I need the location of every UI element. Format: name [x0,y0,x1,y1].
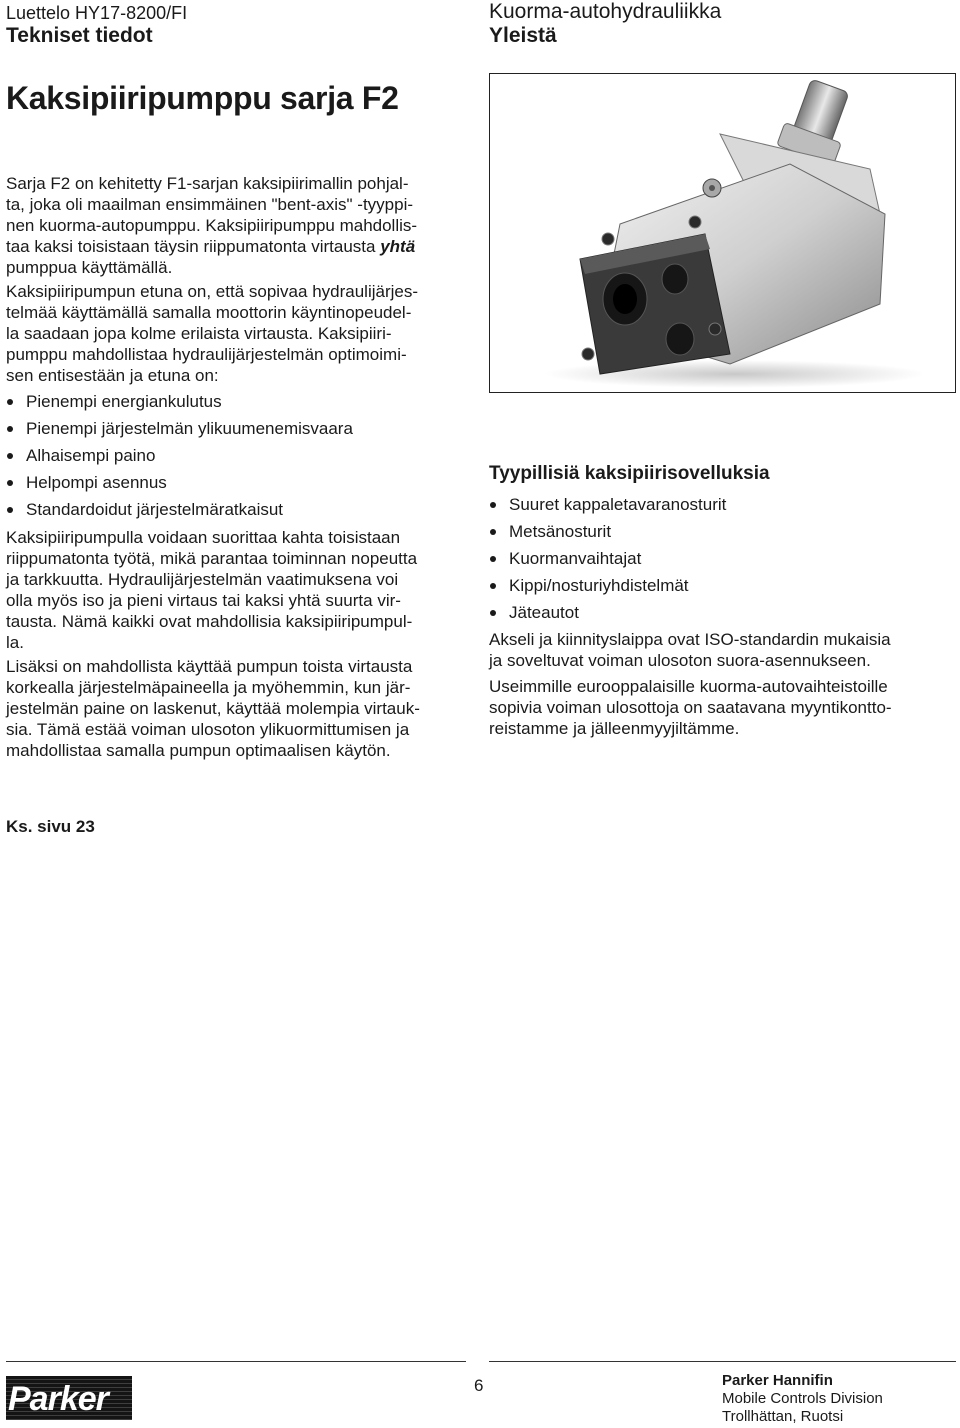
list-item: Jäteautot [489,602,954,629]
text-line: pumppua käyttämällä. [6,258,173,277]
text-line: olla myös iso ja pieni virtaus tai kaksi yhtä suurta vir- [6,591,401,610]
benefits-paragraph [6,281,476,386]
usage-paragraph [6,527,476,653]
list-item: Kuormanvaihtajat [489,548,954,575]
subcategory-title: Yleistä [489,24,557,47]
list-item: Pienempi järjestelmän ylikuumenemisvaara [6,418,476,445]
text-line: pumppu mahdollistaa hydraulijärjestelmän optimoimi- [6,345,407,364]
iso-paragraph [489,629,954,671]
list-item: Alhaisempi paino [6,445,476,472]
company-name: Parker Hannifin [722,1372,833,1389]
parker-logo [6,1376,132,1420]
text-line: Akseli ja kiinnityslaippa ovat ISO-standardin mukaisia [489,630,891,649]
page-reference: Ks. sivu 23 [6,817,95,836]
logo-text: Parker [8,1380,108,1418]
product-photo [489,73,956,393]
hydraulic-pump-image [490,74,956,393]
company-location: Trollhättan, Ruotsi [722,1408,844,1425]
text-line [6,236,476,257]
text-line: la. [6,633,24,652]
text-fragment: taa kaksi toisistaan täysin riippumatonta virtausta [6,237,381,256]
text-line: nen kuorma-autopumppu. Kaksipiiripumppu mahdollis- [6,216,418,235]
pressure-paragraph [6,656,476,761]
applications-list [489,494,954,629]
list-item: Kippi/nosturiyhdistelmät [489,575,954,602]
text-line: Kaksipiiripumpun etuna on, että sopivaa hydraulijärjes- [6,282,419,301]
section-title: Tekniset tiedot [6,24,153,47]
applications-heading: Tyypillisiä kaksipiirisovelluksia [489,463,770,484]
list-item: Pienempi energiankulutus [6,391,476,418]
text-line: sen entisestään ja etuna on: [6,366,219,385]
text-line: Useimmille eurooppalaisille kuorma-autovaihteistoille [489,677,888,696]
text-line: riippumatonta työtä, mikä parantaa toiminnan nopeutta [6,549,418,568]
text-line: sopivia voiman ulosottoja on saatavana myyntikontto- [489,698,892,717]
list-item: Standardoidut järjestelmäratkaisut [6,499,476,526]
text-line: la saadaan jopa kolme erilaista virtausta. Kaksipiiri- [6,324,392,343]
text-line: ta, joka oli maailman ensimmäinen "bent-axis" -tyyppi- [6,195,414,214]
footer-rule-left [6,1361,466,1362]
benefits-list [6,391,476,526]
text-line: reistamme ja jälleenmyyjiltämme. [489,719,740,738]
page-number: 6 [474,1376,484,1395]
text-line: mahdollistaa samalla pumpun optimaalisen käytön. [6,741,391,760]
text-line: Kaksipiiripumpulla voidaan suorittaa kahta toisistaan [6,528,401,547]
division-name: Mobile Controls Division [722,1390,883,1407]
emphasis-text: yhtä [380,237,416,256]
text-line: ja soveltuvat voiman ulosoton suora-asennukseen. [489,651,871,670]
text-line: Sarja F2 on kehitetty F1-sarjan kaksipiirimallin pohjal- [6,174,409,193]
list-item: Metsänosturit [489,521,954,548]
document-reference: Luettelo HY17-8200/FI [6,3,188,23]
list-item: Helpompi asennus [6,472,476,499]
text-line: ja tarkkuutta. Hydraulijärjestelmän vaatimuksena voi [6,570,399,589]
text-line: jestelmän paine on laskenut, käyttää molempia virtauk- [6,699,420,718]
list-item: Suuret kappaletavaranosturit [489,494,954,521]
intro-paragraph [6,173,476,278]
footer-rule-right [489,1361,956,1362]
text-line: telmää käyttämällä samalla moottorin käyntinopeudel- [6,303,412,322]
category-title: Kuorma-autohydrauliikka [489,0,722,23]
text-line: korkealla järjestelmäpaineella ja myöhemmin, kun jär- [6,678,411,697]
availability-paragraph [489,676,954,739]
page-title: Kaksipiiripumppu sarja F2 [6,80,399,116]
text-line: tausta. Nämä kaikki ovat mahdollisia kaksipiiripumpul- [6,612,413,631]
text-line: sia. Tämä estää voiman ulosoton ylikuormittumisen ja [6,720,410,739]
text-line: Lisäksi on mahdollista käyttää pumpun toista virtausta [6,657,413,676]
